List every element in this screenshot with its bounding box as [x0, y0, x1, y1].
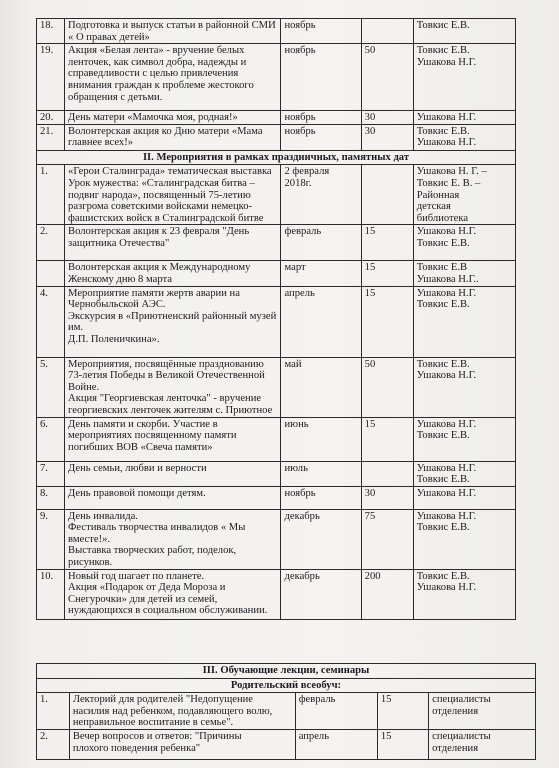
- table-row: [37, 44, 516, 111]
- event-date: ноябрь: [281, 19, 361, 44]
- subsection-title: Родительский всеобуч:: [37, 678, 536, 693]
- event-text: Волонтерская акция ко Дню матери «Мама главнее всех!»: [65, 124, 281, 150]
- row-number: 1.: [37, 693, 70, 730]
- event-date: ноябрь: [281, 124, 361, 150]
- row-number: 2.: [37, 225, 65, 261]
- event-text: Мероприятие памяти жертв аварии на Чернобыльской АЭС. Экскурсия в «Приютненский районный музей им. Д.П. Поленичкина».: [65, 286, 281, 357]
- responsible-persons: Товкис Е.В Ушакова Н.Г..: [413, 261, 515, 286]
- participant-count: 30: [361, 486, 413, 509]
- event-text: Вечер вопросов и ответов: "Причины плохого поведения ребенка": [69, 730, 295, 760]
- event-text: Новый год шагает по планете. Акция «Подарок от Деда Мороза и Снегурочки» для детей из семей, нуждающихся в социальном обслуживании.: [65, 569, 281, 619]
- event-text: Мероприятия, посвящённые празднованию 73-летия Победы в Великой Отечественной Войне. Акция "Георгиевская ленточка" - вручение георгиевских ленточек жителям с. Приютное: [65, 357, 281, 417]
- row-number: 6.: [37, 417, 65, 461]
- event-date: апрель: [281, 286, 361, 357]
- event-date: апрель: [295, 730, 377, 760]
- table-row: [37, 261, 516, 286]
- event-date: июль: [281, 461, 361, 486]
- row-number: 4.: [37, 286, 65, 357]
- events-table: [36, 18, 516, 620]
- participant-count: 15: [361, 225, 413, 261]
- row-number: 7.: [37, 461, 65, 486]
- responsible-persons: Ушакова Н.Г.: [413, 486, 515, 509]
- event-date: ноябрь: [281, 111, 361, 125]
- subsection-header-row: [37, 678, 536, 693]
- event-text: Подготовка и выпуск статьи в районной СМИ « О правах детей»: [65, 19, 281, 44]
- table-row: [37, 730, 536, 760]
- event-date: ноябрь: [281, 44, 361, 111]
- responsible-persons: Товкис Е.В.: [413, 19, 515, 44]
- responsible-persons: Товкис Е.В. Ушакова Н.Г.: [413, 569, 515, 619]
- event-text: Волонтерская акция к Международному Женскому дню 8 марта: [65, 261, 281, 286]
- responsible-persons: Ушакова Н.Г. Товкис Е.В.: [413, 225, 515, 261]
- row-number: 8.: [37, 486, 65, 509]
- table-row: [37, 461, 516, 486]
- participant-count: [361, 461, 413, 486]
- table-row: [37, 693, 536, 730]
- participant-count: 30: [361, 111, 413, 125]
- table-row: [37, 19, 516, 44]
- row-number: 19.: [37, 44, 65, 111]
- responsible-persons: специалисты отделения: [429, 730, 536, 760]
- responsible-persons: Ушакова Н.Г.: [413, 111, 515, 125]
- responsible-persons: специалисты отделения: [429, 693, 536, 730]
- responsible-persons: Ушакова Н.Г. Товкис Е.В.: [413, 286, 515, 357]
- table-row: [37, 569, 516, 619]
- event-date: май: [281, 357, 361, 417]
- section-header-row: [37, 150, 516, 165]
- event-date: июнь: [281, 417, 361, 461]
- responsible-persons: Товкис Е.В. Ушакова Н.Г.: [413, 124, 515, 150]
- responsible-persons: Ушакова Н.Г. Товкис Е.В.: [413, 417, 515, 461]
- participant-count: 200: [361, 569, 413, 619]
- table-row: [37, 357, 516, 417]
- participant-count: 15: [361, 286, 413, 357]
- row-number: 21.: [37, 124, 65, 150]
- event-date: декабрь: [281, 509, 361, 569]
- section-title: II. Мероприятия в рамках праздничных, памятных дат: [37, 150, 516, 165]
- event-date: 2 февраля 2018г.: [281, 165, 361, 225]
- table-row: [37, 165, 516, 225]
- participant-count: [361, 19, 413, 44]
- table-row: [37, 111, 516, 125]
- responsible-persons: Ушакова Н.Г. Товкис Е.В.: [413, 461, 515, 486]
- participant-count: 15: [377, 730, 428, 760]
- participant-count: 15: [361, 261, 413, 286]
- row-number: 2.: [37, 730, 70, 760]
- row-number: 20.: [37, 111, 65, 125]
- event-date: февраль: [281, 225, 361, 261]
- participant-count: 75: [361, 509, 413, 569]
- responsible-persons: Товкис Е.В. Ушакова Н.Г.: [413, 44, 515, 111]
- section-title: III. Обучающие лекции, семинары: [37, 664, 536, 679]
- event-date: ноябрь: [281, 486, 361, 509]
- lectures-table: [36, 663, 536, 760]
- row-number: [37, 261, 65, 286]
- participant-count: 50: [361, 357, 413, 417]
- event-text: «Герои Сталинграда» тематическая выставка Урок мужества: «Сталинградская битва – подвиг народа», посвященный 75-летию разгрома советскими войсками немецко- фашистских войск в Сталинградской битве: [65, 165, 281, 225]
- section-header-row: [37, 664, 536, 679]
- row-number: 1.: [37, 165, 65, 225]
- event-text: День матери «Мамочка моя, родная!»: [65, 111, 281, 125]
- event-text: Акция «Белая лента» - вручение белых ленточек, как символ добра, надежды и справедливости с целью привлечения внимания граждан к проблеме жестокого обращения с детьми.: [65, 44, 281, 111]
- responsible-persons: Ушакова Н. Г. – Товкис Е. В. – Районная детская библиотека: [413, 165, 515, 225]
- event-date: март: [281, 261, 361, 286]
- row-number: 10.: [37, 569, 65, 619]
- responsible-persons: Товкис Е.В. Ушакова Н.Г.: [413, 357, 515, 417]
- row-number: 18.: [37, 19, 65, 44]
- participant-count: 50: [361, 44, 413, 111]
- table-row: [37, 124, 516, 150]
- participant-count: 15: [361, 417, 413, 461]
- event-text: Лекторий для родителей "Недопущение насилия над ребенком, подавляющего волю, неправильное воспитание в семье".: [69, 693, 295, 730]
- table-row: [37, 286, 516, 357]
- table-row: [37, 486, 516, 509]
- event-text: Волонтерская акция к 23 февраля "День защитника Отечества": [65, 225, 281, 261]
- participant-count: 30: [361, 124, 413, 150]
- event-text: День семьи, любви и верности: [65, 461, 281, 486]
- table-row: [37, 509, 516, 569]
- table-row: [37, 417, 516, 461]
- participant-count: 15: [377, 693, 428, 730]
- table-row: [37, 225, 516, 261]
- event-date: декабрь: [281, 569, 361, 619]
- event-text: День памяти и скорби. Участие в мероприятиях посвященному памяти погибших ВОВ «Свеча памяти»: [65, 417, 281, 461]
- event-text: День правовой помощи детям.: [65, 486, 281, 509]
- event-date: февраль: [295, 693, 377, 730]
- row-number: 5.: [37, 357, 65, 417]
- participant-count: [361, 165, 413, 225]
- event-text: День инвалида. Фестиваль творчества инвалидов « Мы вместе!». Выставка творческих работ, поделок, рисунков.: [65, 509, 281, 569]
- row-number: 9.: [37, 509, 65, 569]
- responsible-persons: Ушакова Н.Г. Товкис Е.В.: [413, 509, 515, 569]
